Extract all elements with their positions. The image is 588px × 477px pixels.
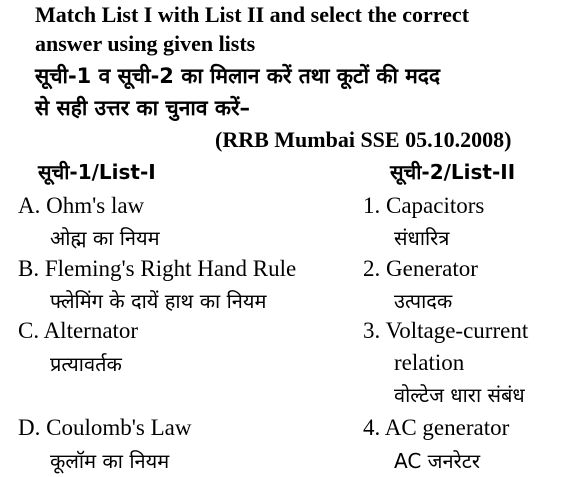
list-2-item-2-label: Generator <box>386 256 478 281</box>
list-1-item-c-hindi: प्रत्यावर्तक <box>50 352 122 376</box>
list-1-item-c: C. Alternator <box>18 318 139 343</box>
list-1-item-b: B. Fleming's Right Hand Rule <box>18 256 297 281</box>
list-1-header <box>38 158 156 185</box>
list-2-item-2-number: 2. <box>363 256 381 281</box>
question-hindi-line-2: से सही उत्तर का चुनाव करें– <box>35 96 251 120</box>
list-2-item-3-label: Voltage-current <box>385 318 529 343</box>
list-1-item-d-hindi: कूलॉम का नियम <box>50 449 170 473</box>
list-2-item-4-label: AC generator <box>384 415 510 440</box>
list-1-item-a-hindi: ओह्म का नियम <box>50 226 160 250</box>
list-2-item-3-hindi: वोल्टेज धारा संबंध <box>394 383 525 407</box>
list-2-item-4 <box>363 415 509 441</box>
list-1-header-text: सूची-1/List-I <box>38 160 156 184</box>
list-2-header-text: सूची-2/List-II <box>390 160 516 184</box>
list-2-item-2-hindi: उत्पादक <box>394 289 453 313</box>
list-2-item-4-hindi: AC जनरेटर <box>394 449 481 473</box>
list-2-item-1-label: Capacitors <box>386 193 485 218</box>
list-2-item-1-hindi: संधारित्र <box>394 226 450 250</box>
question-english-line-2: answer using given lists <box>35 31 256 56</box>
list-2-item-4-number: 4. <box>363 415 381 440</box>
question-english-line-1: Match List I with List II and select the correct <box>35 2 470 27</box>
list-1-item-a: A. Ohm's law <box>18 193 145 218</box>
list-2-item-1-number: 1. <box>363 193 381 218</box>
list-2-item-2 <box>363 256 478 282</box>
list-2-item-3-number: 3. <box>363 318 381 343</box>
list-1-item-b-hindi: फ्लेमिंग के दायें हाथ का नियम <box>50 289 267 313</box>
list-2-item-3-label-line-2: relation <box>394 350 465 375</box>
list-1-item-d: D. Coulomb's Law <box>18 415 192 440</box>
list-2-item-1 <box>363 193 484 219</box>
list-2-header <box>390 158 515 185</box>
question-source: (RRB Mumbai SSE 05.10.2008) <box>215 127 512 152</box>
list-2-item-3 <box>363 318 528 344</box>
question-hindi-line-1: सूची-1 व सूची-2 का मिलान करें तथा कूटों की मदद <box>35 64 441 88</box>
